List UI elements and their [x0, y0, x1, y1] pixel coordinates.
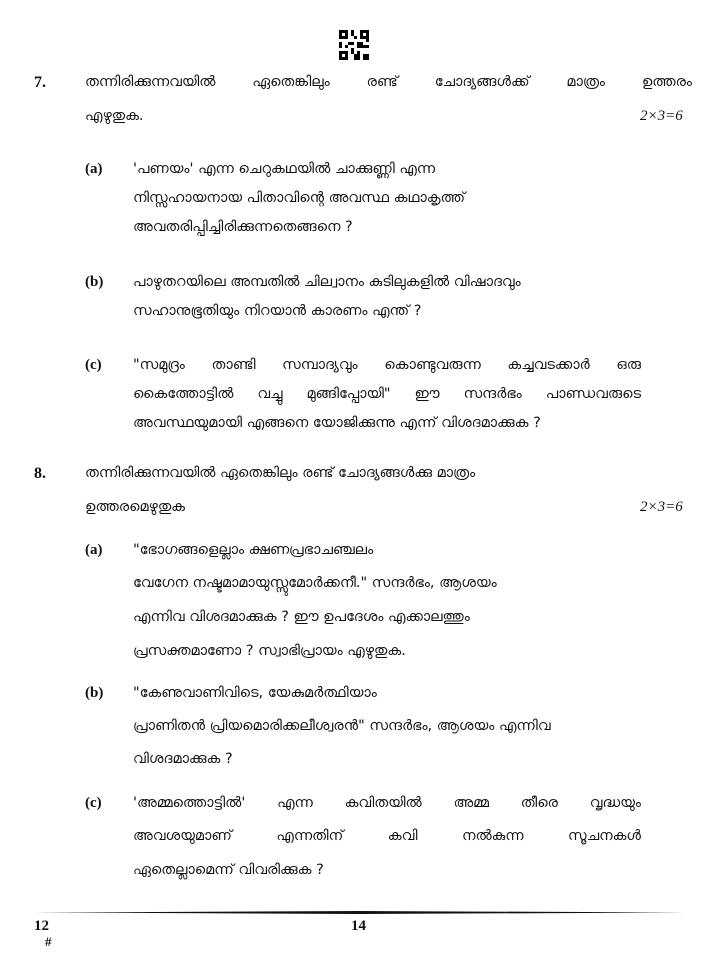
sub-question-line: വിശദമാക്കുക ?	[133, 751, 233, 767]
sub-question-line: എന്നിവ വിശദമാക്കുക ? ഈ ഉപദേശം എക്കാലത്തും	[133, 609, 470, 625]
sub-question-label: (b)	[85, 685, 104, 701]
question-instruction-line: തന്നിരിക്കുന്നവയിൽ ഏതെങ്കിലും രണ്ട് ചോദ്യങ്ങൾക്ക് മാത്രം ഉത്തരം	[85, 74, 692, 90]
sub-question-line: കൈത്തോട്ടിൽ വച്ചു മുങ്ങിപ്പോയി" ഈ സന്ദർഭം പാണ്ഡവരുടെ	[133, 386, 641, 402]
sub-question-line: അവശയുമാണ് എന്നതിന് കവി നൽകുന്ന സൂചനകൾ	[133, 828, 641, 844]
sub-question-line: പ്രാണിതൻ പ്രിയമൊരിക്കലീശ്വരൻ" സന്ദർഭം, ആശയം എന്നിവ	[133, 718, 551, 734]
sub-question-line: 'പണയം' എന്ന ചെറുകഥയിൽ ചാക്കുണ്ണി എന്ന	[133, 161, 436, 177]
sub-question-line: 'അമ്മത്തൊട്ടിൽ' എന്ന കവിതയിൽ അമ്മ തീരെ വൃദ്ധയും	[133, 795, 641, 811]
marks-allocation: 2×3=6	[640, 108, 683, 124]
sub-question-label: (a)	[85, 161, 103, 177]
sub-question-line: അവതരിപ്പിച്ചിരിക്കുന്നതെങ്ങനെ ?	[133, 219, 353, 235]
marks-allocation: 2×3=6	[640, 499, 683, 515]
sub-question-line: "കേണുവാണിവിടെ, യേകുമർത്ഥിയാം	[133, 685, 377, 701]
sub-question-label: (c)	[85, 795, 102, 811]
sub-question-line: പാഴുതറയിലെ അമ്പതിൽ ചില്വാനം കുടിലുകളിൽ വിഷാദവും	[133, 274, 521, 290]
page-number: 14	[351, 918, 366, 934]
question-number: 7.	[34, 74, 46, 91]
sub-question-label: (a)	[85, 542, 103, 558]
sub-question-line: പ്രസക്തമാണോ ? സ്വാഭിപ്രായം എഴുതുക.	[133, 643, 406, 659]
question-instruction-line: എഴുതുക.	[85, 108, 144, 124]
sub-question-label: (c)	[85, 357, 102, 373]
sub-question-line: ഏതെല്ലാമെന്ന് വിവരിക്കുക ?	[133, 862, 324, 878]
sub-question-line: വേഗേന നഷ്ടമാമായുസ്സുമോർക്കനീ." സന്ദർഭം, ആശയം	[133, 575, 497, 591]
sub-question-line: നിസ്സഹായനായ പിതാവിന്റെ അവസ്ഥ കഥാകൃത്ത്	[133, 190, 466, 206]
sub-question-line: സഹാനുഭൂതിയും നിറയാൻ കാരണം എന്ത് ?	[133, 303, 422, 319]
question-instruction-line: ഉത്തരമെഴുതുക	[85, 499, 186, 515]
sub-question-line: "സമുദ്രം താണ്ടി സമ്പാദ്യവും കൊണ്ടുവരുന്ന കച്ചവടക്കാർ ഒരു	[133, 357, 641, 373]
sub-question-label: (b)	[85, 274, 104, 290]
footer-rule	[33, 911, 685, 914]
question-number: 8.	[34, 465, 46, 482]
sub-question-line: അവസ്ഥയുമായി എങ്ങനെ യോജിക്കുന്നു എന്ന് വിശദമാക്കുക ?	[133, 415, 541, 431]
question-instruction-line: തന്നിരിക്കുന്നവയിൽ ഏതെങ്കിലും രണ്ട് ചോദ്യങ്ങൾക്കു മാത്രം	[85, 465, 476, 481]
sub-question-line: "ഭോഗങ്ങളെല്ലാം ക്ഷണപ്രഭാചഞ്ചലം	[133, 542, 374, 558]
qr-code-icon	[339, 30, 369, 60]
hash-mark: #	[45, 934, 52, 949]
paper-code: 12	[34, 918, 49, 934]
